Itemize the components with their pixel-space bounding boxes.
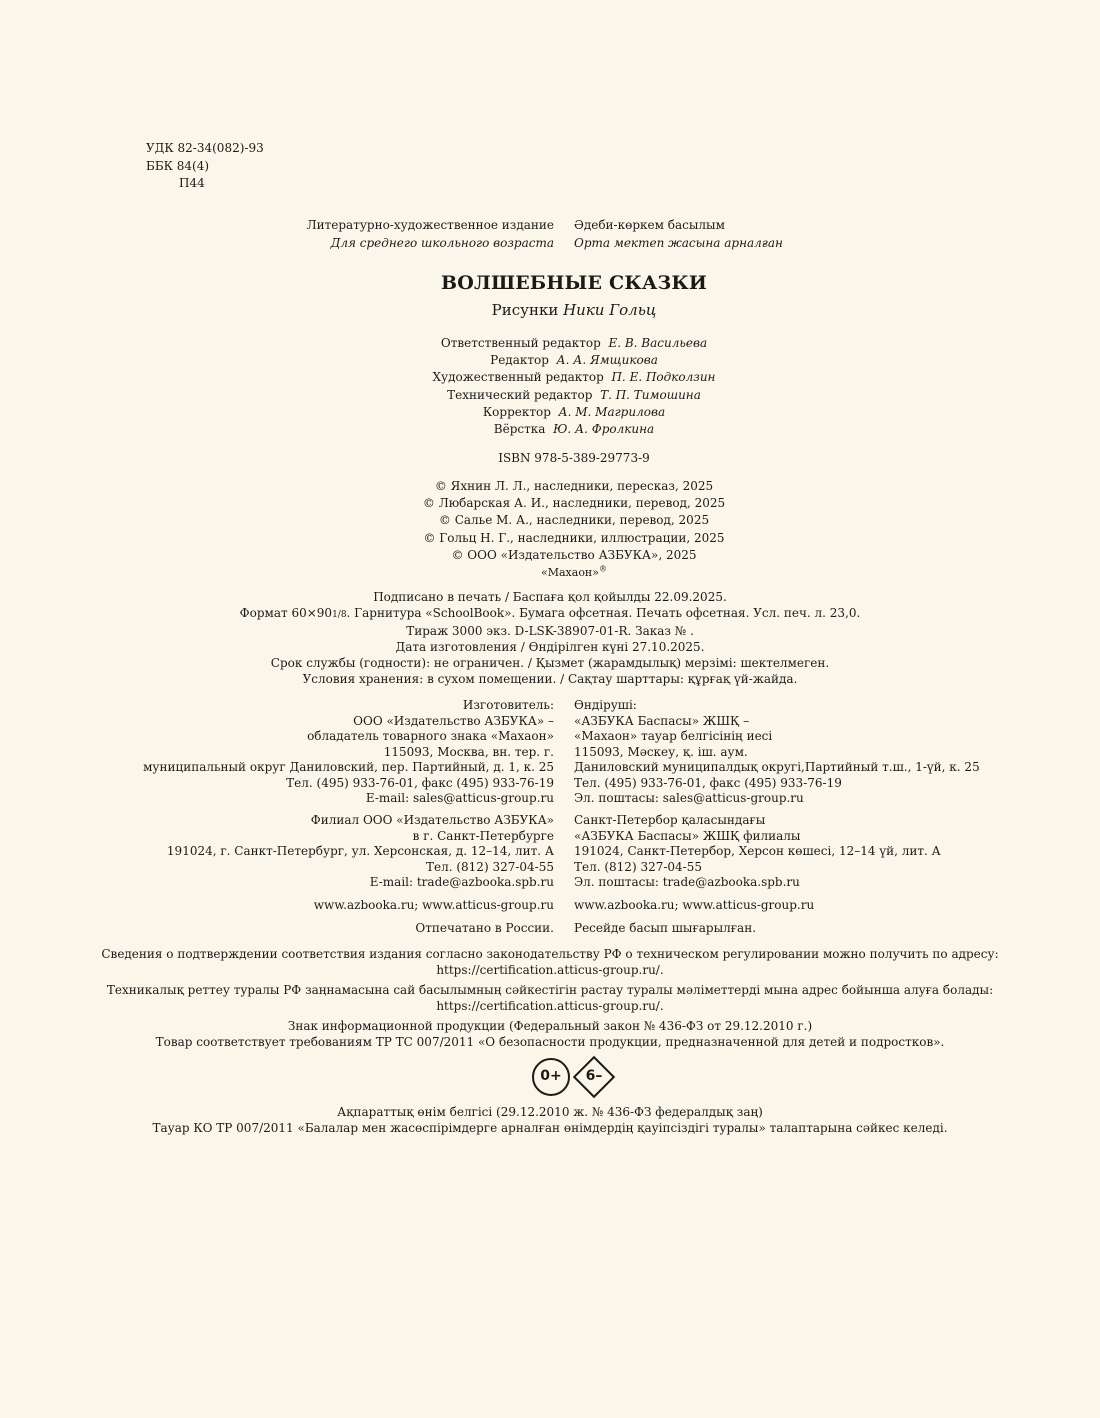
info-mark-ru bbox=[0, 1018, 1100, 1050]
format-line: Формат 60×901/8. Гарнитура «SchoolBook». Бумага офсетная. Печать офсетная. Усл. печ. л. 23,0. bbox=[239, 606, 861, 620]
classification-block bbox=[146, 141, 264, 192]
staff-row: Корректор А. М. Магрилова bbox=[482, 404, 666, 419]
copyright-line: © Яхнин Л. Л., наследники, пересказ, 2025 bbox=[434, 479, 714, 493]
branch-kk-line: Тел. (812) 327-04-55 bbox=[574, 859, 702, 874]
branch-ru-line: Филиал ООО «Издательство АЗБУКА» bbox=[310, 813, 554, 827]
manufacturer-email-ru: E-mail: sales@atticus-group.ru bbox=[365, 791, 554, 805]
printed-in-ru: Отпечатано в России. bbox=[415, 921, 554, 935]
signed-date: Подписано в печать / Баспаға қол қойылды 22.09.2025. bbox=[373, 590, 727, 604]
manufacturer-ru-line: Изготовитель: bbox=[462, 698, 554, 712]
illustrations-prefix: Рисунки bbox=[491, 301, 559, 319]
edition-type-ru: Литературно-художественное издание bbox=[306, 218, 554, 232]
age-marks bbox=[24, 1055, 1100, 1099]
staff-row: Редактор А. А. Ямщикова bbox=[490, 353, 658, 368]
trademark: «Махаон»® bbox=[541, 564, 607, 580]
manufacturer-kk-line: «АЗБУКА Баспасы» ЖШҚ – bbox=[574, 713, 750, 728]
printed-in bbox=[0, 921, 1100, 937]
certification-kk-url: https://certification.atticus-group.ru/. bbox=[436, 999, 664, 1013]
copyright-block bbox=[24, 478, 1100, 581]
websites-kk: www.azbooka.ru; www.atticus-group.ru bbox=[574, 898, 815, 912]
branch-email-kk: Эл. поштасы: trade@azbooka.spb.ru bbox=[574, 875, 800, 889]
websites bbox=[0, 898, 1100, 914]
book-title: ВОЛШЕБНЫЕ СКАЗКИ bbox=[440, 272, 708, 294]
manufacturer-ru-line: 115093, Москва, вн. тер. г. bbox=[383, 744, 554, 759]
branch-kk-line: Санкт-Петербор қаласындағы bbox=[574, 813, 766, 827]
info-mark-kk bbox=[0, 1104, 1100, 1136]
bbk-code: ББК 84(4) bbox=[146, 158, 210, 173]
print-run: Тираж 3000 экз. D-LSK-38907-01-R. Заказ № . bbox=[406, 624, 694, 638]
manufacture-date: Дата изготовления / Өндірілген күні 27.10.2025. bbox=[395, 640, 705, 654]
copyright-line: © Салье М. А., наследники, перевод, 2025 bbox=[438, 513, 710, 528]
manufacturer-kk-line: Даниловский муниципалдық округі,Партийный т.ш., 1-үй, к. 25 bbox=[574, 760, 980, 774]
staff-row: Технический редактор Т. П. Тимошина bbox=[447, 387, 701, 402]
age-group-ru: Для среднего школьного возраста bbox=[330, 235, 554, 250]
copyright-line: © ООО «Издательство АЗБУКА», 2025 bbox=[451, 547, 697, 562]
manufacturer-kk-line: Тел. (495) 933-76-01, факс (495) 933-76-19 bbox=[574, 775, 842, 790]
info-mark-ru-law: Знак информационной продукции (Федеральный закон № 436-ФЗ от 29.12.2010 г.) bbox=[287, 1019, 813, 1033]
branch-kk-line: «АЗБУКА Баспасы» ЖШҚ филиалы bbox=[574, 828, 801, 843]
illustrations-artist: Ники Гольц bbox=[563, 301, 657, 319]
staff-row: Художественный редактор П. Е. Подколзин bbox=[432, 370, 716, 385]
print-info bbox=[0, 589, 1100, 687]
branch-ru-line: в г. Санкт-Петербурге bbox=[412, 828, 554, 843]
manufacturer-ru-line: муниципальный округ Даниловский, пер. Партийный, д. 1, к. 25 bbox=[143, 760, 554, 774]
manufacturer-block bbox=[0, 698, 1100, 807]
edition-type bbox=[0, 218, 1100, 251]
staff-row: Ответственный редактор Е. В. Васильева bbox=[440, 336, 708, 350]
age-mark-0plus-icon: 0+ bbox=[532, 1058, 570, 1096]
copyright-line: © Любарская А. И., наследники, перевод, 2025 bbox=[422, 496, 726, 511]
manufacturer-email-kk: Эл. поштасы: sales@atticus-group.ru bbox=[574, 791, 804, 805]
branch-ru-line: 191024, г. Санкт-Петербург, ул. Херсонская, д. 12–14, лит. А bbox=[166, 844, 554, 858]
branch-email-ru: E-mail: trade@azbooka.spb.ru bbox=[369, 875, 554, 889]
branch-ru-line: Тел. (812) 327-04-55 bbox=[426, 859, 554, 874]
author-mark: П44 bbox=[179, 176, 205, 190]
illustrations-credit bbox=[24, 300, 1100, 320]
manufacturer-kk-line: 115093, Мәскеу, қ. іш. аум. bbox=[574, 744, 748, 759]
certification-ru bbox=[0, 946, 1100, 978]
certification-ru-url: https://certification.atticus-group.ru/. bbox=[436, 963, 664, 977]
certification-ru-text: Сведения о подтверждении соответствия издания согласно законодательству РФ о техническом регулировании можно получить по адресу: bbox=[101, 947, 999, 961]
manufacturer-ru-line: обладатель товарного знака «Махаон» bbox=[307, 729, 554, 743]
manufacturer-ru-line: ООО «Издательство АЗБУКА» – bbox=[353, 713, 554, 728]
manufacturer-kk-line: Өндіруші: bbox=[574, 698, 637, 712]
age-group-kk: Орта мектеп жасына арналған bbox=[574, 235, 783, 250]
staff-row: Вёрстка Ю. А. Фролкина bbox=[493, 422, 655, 437]
branch-block bbox=[0, 813, 1100, 891]
manufacturer-ru-line: Тел. (495) 933-76-01, факс (495) 933-76-19 bbox=[286, 775, 554, 790]
info-mark-ru-compliance: Товар соответствует требованиям ТР ТС 007/2011 «О безопасности продукции, предназначенной для детей и подростков». bbox=[155, 1035, 945, 1049]
websites-ru: www.azbooka.ru; www.atticus-group.ru bbox=[313, 898, 554, 912]
printed-in-kk: Ресейде басып шығарылған. bbox=[574, 921, 757, 935]
manufacturer-kk-line: «Махаон» тауар белгісінің иесі bbox=[574, 729, 773, 743]
info-mark-kk-law: Ақпараттық өнім белгісі (29.12.2010 ж. № 436-ФЗ федералдық заң) bbox=[337, 1105, 763, 1119]
info-mark-kk-compliance: Тауар КО ТР 007/2011 «Балалар мен жасөспірімдерге арналған өнімдердің қауіпсіздігі туралы» талаптарына сәйкес келеді. bbox=[152, 1121, 948, 1135]
shelf-life: Срок службы (годности): не ограничен. / Қызмет (жарамдылық) мерзімі: шектелмеген. bbox=[270, 656, 830, 670]
editorial-staff bbox=[24, 335, 1100, 438]
edition-type-kk: Әдеби-көркем басылым bbox=[574, 218, 725, 232]
branch-kk-line: 191024, Санкт-Петербор, Херсон көшесі, 12–14 үй, лит. А bbox=[574, 844, 941, 858]
udk-code: УДК 82-34(082)-93 bbox=[146, 141, 264, 155]
copyright-line: © Гольц Н. Г., наследники, иллюстрации, 2025 bbox=[423, 530, 725, 545]
isbn: ISBN 978-5-389-29773-9 bbox=[498, 451, 650, 465]
storage-conditions: Условия хранения: в сухом помещении. / Сақтау шарттары: құрғақ үй-жайда. bbox=[302, 672, 798, 686]
age-mark-6-icon: 6– bbox=[572, 1055, 616, 1099]
certification-kk-text: Техникалық реттеу туралы РФ заңнамасына сай басылымның сәйкестігін растау туралы мәліметтерді мына адрес бойынша алуға болады: bbox=[106, 983, 994, 997]
certification-kk bbox=[0, 982, 1100, 1014]
